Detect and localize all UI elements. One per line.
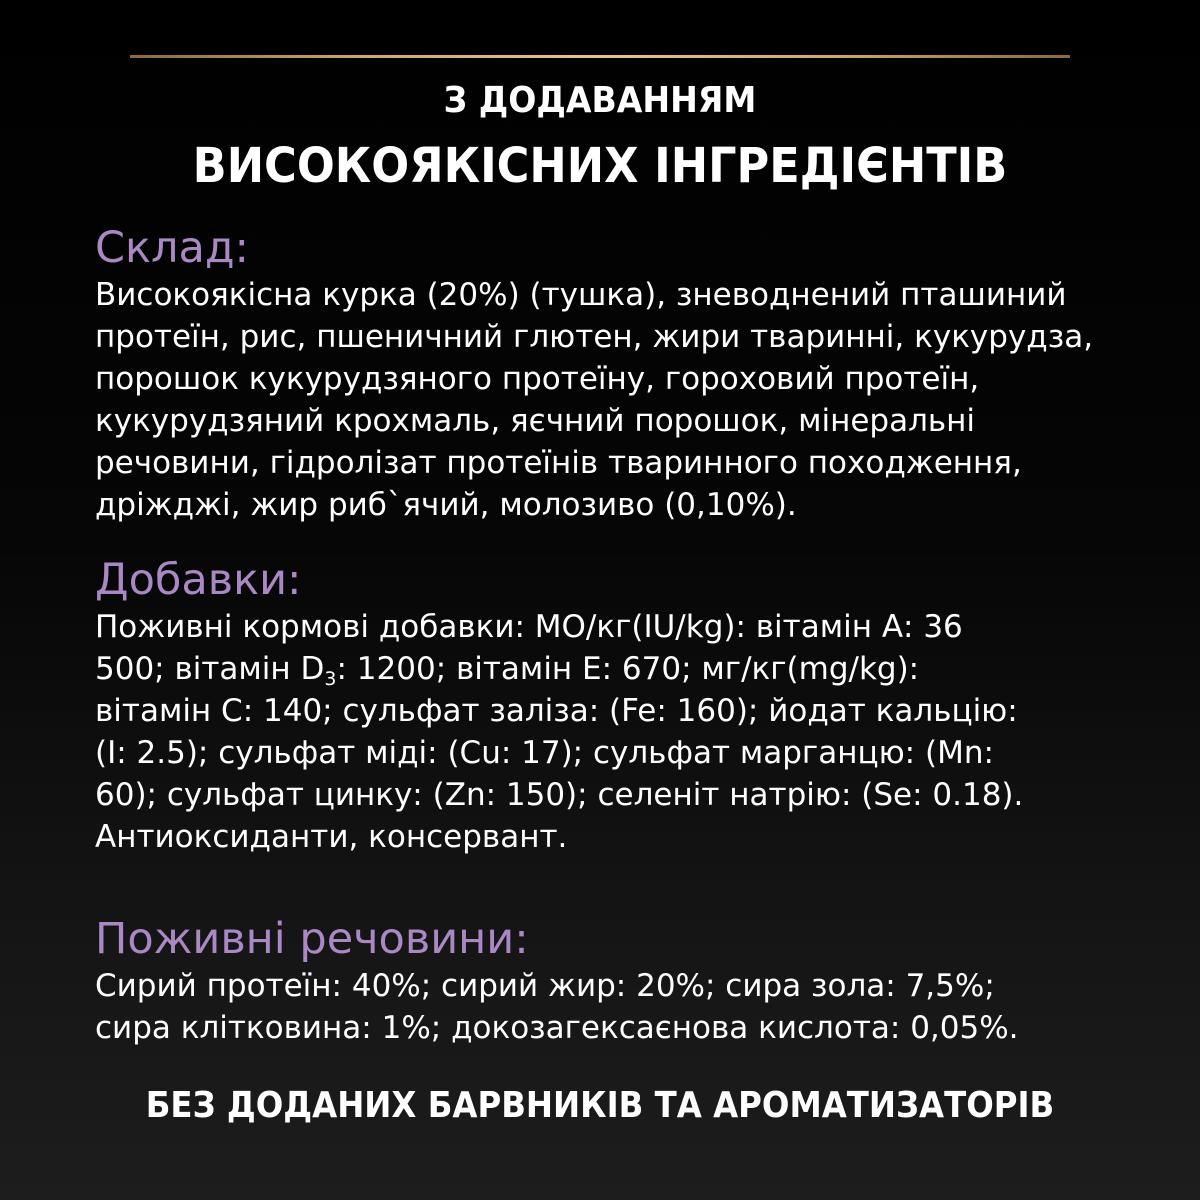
additives-title: Добавки: [95, 555, 302, 605]
nutrients-text [95, 965, 1125, 1049]
composition-line: Високоякісна курка (20%) (тушка), зневоднений пташиний [95, 277, 1067, 313]
additives-line [95, 648, 1125, 690]
footer-claim: БЕЗ ДОДАНИХ БАРВНИКІВ ТА АРОМАТИЗАТОРІВ [145, 1085, 1055, 1126]
additives-line: вітамін С: 140; сульфат заліза: (Fe: 160); йодат кальцію: [95, 693, 1018, 729]
headline-line-1: З ДОДАВАННЯМ [443, 80, 757, 121]
nutrients-title: Поживні речовини: [95, 914, 529, 964]
composition-line: протеїн, рис, пшеничний глютен, жири тваринні, кукурудза, [95, 319, 1094, 355]
additives-line: Антиоксиданти, консервант. [95, 819, 568, 855]
composition-line: порошок кукурудзяного протеїну, гороховий протеїн, [95, 361, 980, 397]
additives-text [95, 606, 1125, 858]
additives-line-part: 500; вітамін D [95, 651, 325, 687]
nutrients-line: Сирий протеїн: 40%; сирий жир: 20%; сира зола: 7,5%; [95, 968, 995, 1004]
additives-line: (I: 2.5); сульфат міді: (Cu: 17); сульфат марганцю: (Mn: [95, 735, 994, 771]
headline-line-2: ВИСОКОЯКІСНИХ ІНГРЕДІЄНТІВ [192, 138, 1008, 194]
nutrients-section [95, 913, 1125, 1049]
composition-text [95, 274, 1125, 526]
additives-section [95, 554, 1125, 858]
composition-line: дріжджі, жир риб`ячий, молозиво (0,10%). [95, 487, 797, 523]
subscript-3: 3 [324, 668, 337, 690]
composition-title: Склад: [95, 223, 250, 273]
gold-divider [130, 55, 1070, 58]
additives-line: 60); сульфат цинку: (Zn: 150); селеніт натрію: (Se: 0.18). [95, 777, 1024, 813]
additives-line: Поживні кормові добавки: МО/кг(IU/kg): вітамін А: 36 [95, 609, 963, 645]
composition-line: речовини, гідролізат протеїнів тваринного походження, [95, 445, 1022, 481]
additives-line-part: : 1200; вітамін Е: 670; мг/кг(mg/kg): [336, 651, 920, 687]
composition-section [95, 222, 1125, 526]
composition-line: кукурудзяний крохмаль, яєчний порошок, мінеральні [95, 403, 976, 439]
nutrients-line: сира клітковина: 1%; докозагексаєнова кислота: 0,05%. [95, 1010, 1019, 1046]
